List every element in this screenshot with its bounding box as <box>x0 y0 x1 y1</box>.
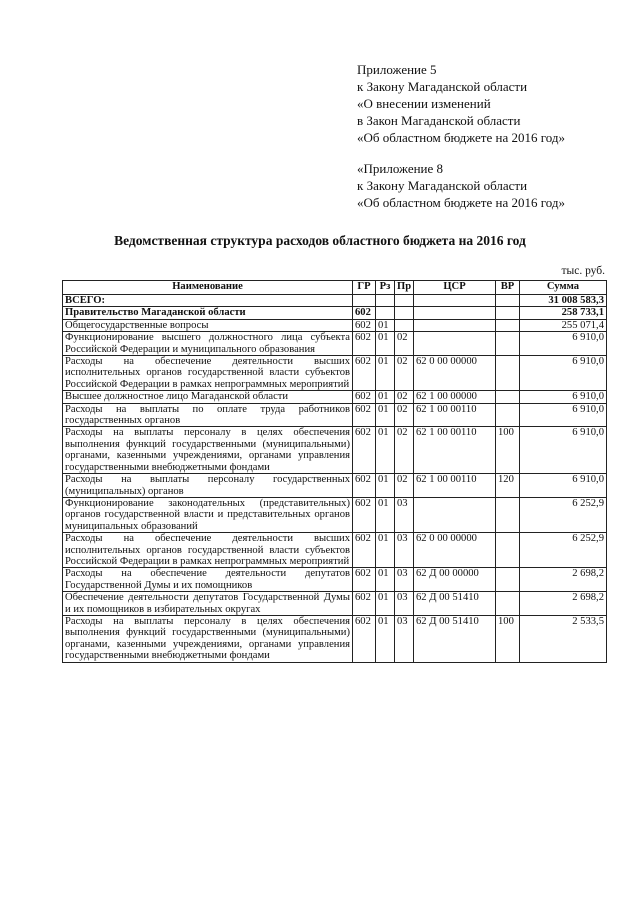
row-rz: 01 <box>376 615 395 662</box>
row-csr <box>414 295 496 307</box>
row-name: Расходы на обеспечение деятельности высших исполнительных органов государственной власти субъектов Российской Федерации в рамках непрограммных мероприятий <box>63 533 353 568</box>
row-pr: 03 <box>395 533 414 568</box>
row-rz: 01 <box>376 427 395 474</box>
row-name: Общегосударственные вопросы <box>63 319 353 331</box>
row-name: Правительство Магаданской области <box>63 307 353 319</box>
row-pr: 03 <box>395 497 414 532</box>
header-sum: Сумма <box>520 281 607 295</box>
table-row <box>63 319 607 331</box>
row-sum: 6 910,0 <box>520 332 607 356</box>
row-name: Расходы на выплаты по оплате труда работников государственных органов <box>63 403 353 427</box>
row-csr: 62 1 00 00000 <box>414 391 496 403</box>
row-vr <box>496 332 520 356</box>
appendix-line: «О внесении изменений <box>357 96 491 111</box>
table-row <box>63 568 607 592</box>
row-name: Функционирование законодательных (представительных) органов государственной власти и представительных органов муниципальных образований <box>63 497 353 532</box>
row-sum: 6 252,9 <box>520 497 607 532</box>
row-pr <box>395 295 414 307</box>
table-row <box>63 427 607 474</box>
row-gr: 602 <box>353 427 376 474</box>
row-vr <box>496 319 520 331</box>
row-sum: 6 910,0 <box>520 403 607 427</box>
row-sum: 6 910,0 <box>520 427 607 474</box>
row-name: Расходы на выплаты персоналу в целях обеспечения выполнения функций государственными (муниципальными) органами, казенными учреждениями, органами управления государственными внебюджетными фондами <box>63 427 353 474</box>
header-csr: ЦСР <box>414 281 496 295</box>
budget-table <box>62 280 607 663</box>
table-row <box>63 615 607 662</box>
table-row <box>63 307 607 319</box>
row-pr <box>395 307 414 319</box>
row-csr: 62 1 00 00110 <box>414 427 496 474</box>
row-name: Расходы на обеспечение деятельности высших исполнительных органов государственной власти субъектов Российской Федерации в рамках непрограммных мероприятий <box>63 356 353 391</box>
document-title: Ведомственная структура расходов областного бюджета на 2016 год <box>114 233 526 248</box>
row-gr: 602 <box>353 391 376 403</box>
table-row <box>63 295 607 307</box>
row-rz: 01 <box>376 319 395 331</box>
row-sum: 2 698,2 <box>520 568 607 592</box>
row-sum: 6 910,0 <box>520 474 607 498</box>
row-vr: 100 <box>496 427 520 474</box>
row-sum: 6 910,0 <box>520 391 607 403</box>
row-name: Функционирование высшего должностного лица субъекта Российской Федерации и муниципального образования <box>63 332 353 356</box>
row-vr <box>496 356 520 391</box>
header-vr: ВР <box>496 281 520 295</box>
row-csr: 62 Д 00 00000 <box>414 568 496 592</box>
appendix-header <box>357 61 627 211</box>
row-pr: 03 <box>395 592 414 616</box>
row-csr: 62 0 00 00000 <box>414 356 496 391</box>
units-label: тыс. руб. <box>561 265 605 277</box>
row-gr: 602 <box>353 533 376 568</box>
appendix-line: к Закону Магаданской области <box>357 79 528 94</box>
table-row <box>63 533 607 568</box>
row-csr: 62 Д 00 51410 <box>414 592 496 616</box>
row-sum: 258 733,1 <box>520 307 607 319</box>
row-csr: 62 1 00 00110 <box>414 403 496 427</box>
row-gr: 602 <box>353 356 376 391</box>
row-gr: 602 <box>353 497 376 532</box>
table-row <box>63 391 607 403</box>
row-sum: 2 533,5 <box>520 615 607 662</box>
row-sum: 2 698,2 <box>520 592 607 616</box>
table-row <box>63 497 607 532</box>
row-name: Высшее должностное лицо Магаданской области <box>63 391 353 403</box>
table-header-row <box>63 281 607 295</box>
row-gr: 602 <box>353 474 376 498</box>
row-gr: 602 <box>353 307 376 319</box>
appendix-line: в Закон Магаданской области <box>357 113 521 128</box>
row-pr: 02 <box>395 427 414 474</box>
row-sum: 6 910,0 <box>520 356 607 391</box>
appendix-line: к Закону Магаданской области <box>357 178 528 193</box>
table-row <box>63 332 607 356</box>
row-vr <box>496 568 520 592</box>
row-rz: 01 <box>376 474 395 498</box>
row-gr: 602 <box>353 615 376 662</box>
row-rz: 01 <box>376 568 395 592</box>
row-rz <box>376 307 395 319</box>
row-csr <box>414 332 496 356</box>
row-pr: 03 <box>395 568 414 592</box>
row-name: ВСЕГО: <box>63 295 353 307</box>
row-rz: 01 <box>376 533 395 568</box>
row-csr <box>414 307 496 319</box>
row-sum: 31 008 583,3 <box>520 295 607 307</box>
row-csr: 62 Д 00 51410 <box>414 615 496 662</box>
row-pr <box>395 319 414 331</box>
row-csr: 62 1 00 00110 <box>414 474 496 498</box>
row-rz: 01 <box>376 497 395 532</box>
row-vr <box>496 592 520 616</box>
appendix-line: «Об областном бюджете на 2016 год» <box>357 130 565 145</box>
row-gr <box>353 295 376 307</box>
header-pr: Пр <box>395 281 414 295</box>
row-pr: 03 <box>395 615 414 662</box>
row-sum: 6 252,9 <box>520 533 607 568</box>
row-vr <box>496 295 520 307</box>
row-pr: 02 <box>395 403 414 427</box>
row-sum: 255 071,4 <box>520 319 607 331</box>
table-row <box>63 356 607 391</box>
table-row <box>63 403 607 427</box>
row-csr: 62 0 00 00000 <box>414 533 496 568</box>
row-gr: 602 <box>353 403 376 427</box>
row-vr <box>496 391 520 403</box>
row-name: Расходы на обеспечение деятельности депутатов Государственной Думы и их помощников <box>63 568 353 592</box>
row-rz: 01 <box>376 391 395 403</box>
row-vr <box>496 497 520 532</box>
header-gr: ГР <box>353 281 376 295</box>
row-rz: 01 <box>376 356 395 391</box>
row-pr: 02 <box>395 391 414 403</box>
row-name: Расходы на выплаты персоналу в целях обеспечения выполнения функций государственными (муниципальными) органами, казенными учреждениями, органами управления государственными внебюджетными фондами <box>63 615 353 662</box>
appendix-line: «Об областном бюджете на 2016 год» <box>357 195 565 210</box>
row-vr <box>496 307 520 319</box>
row-rz: 01 <box>376 592 395 616</box>
row-csr <box>414 319 496 331</box>
header-rz: Рз <box>376 281 395 295</box>
row-vr: 120 <box>496 474 520 498</box>
row-gr: 602 <box>353 332 376 356</box>
row-gr: 602 <box>353 568 376 592</box>
row-csr <box>414 497 496 532</box>
row-rz: 01 <box>376 332 395 356</box>
row-gr: 602 <box>353 592 376 616</box>
row-pr: 02 <box>395 474 414 498</box>
row-rz <box>376 295 395 307</box>
row-name: Расходы на выплаты персоналу государственных (муниципальных) органов <box>63 474 353 498</box>
row-vr <box>496 403 520 427</box>
row-name: Обеспечение деятельности депутатов Государственной Думы и их помощников в избирательных округах <box>63 592 353 616</box>
table-row <box>63 592 607 616</box>
row-vr <box>496 533 520 568</box>
row-vr: 100 <box>496 615 520 662</box>
header-name: Наименование <box>63 281 353 295</box>
row-pr: 02 <box>395 332 414 356</box>
row-rz: 01 <box>376 403 395 427</box>
appendix-line: Приложение 5 <box>357 62 437 77</box>
row-pr: 02 <box>395 356 414 391</box>
row-gr: 602 <box>353 319 376 331</box>
table-row <box>63 474 607 498</box>
appendix-line: «Приложение 8 <box>357 161 444 176</box>
